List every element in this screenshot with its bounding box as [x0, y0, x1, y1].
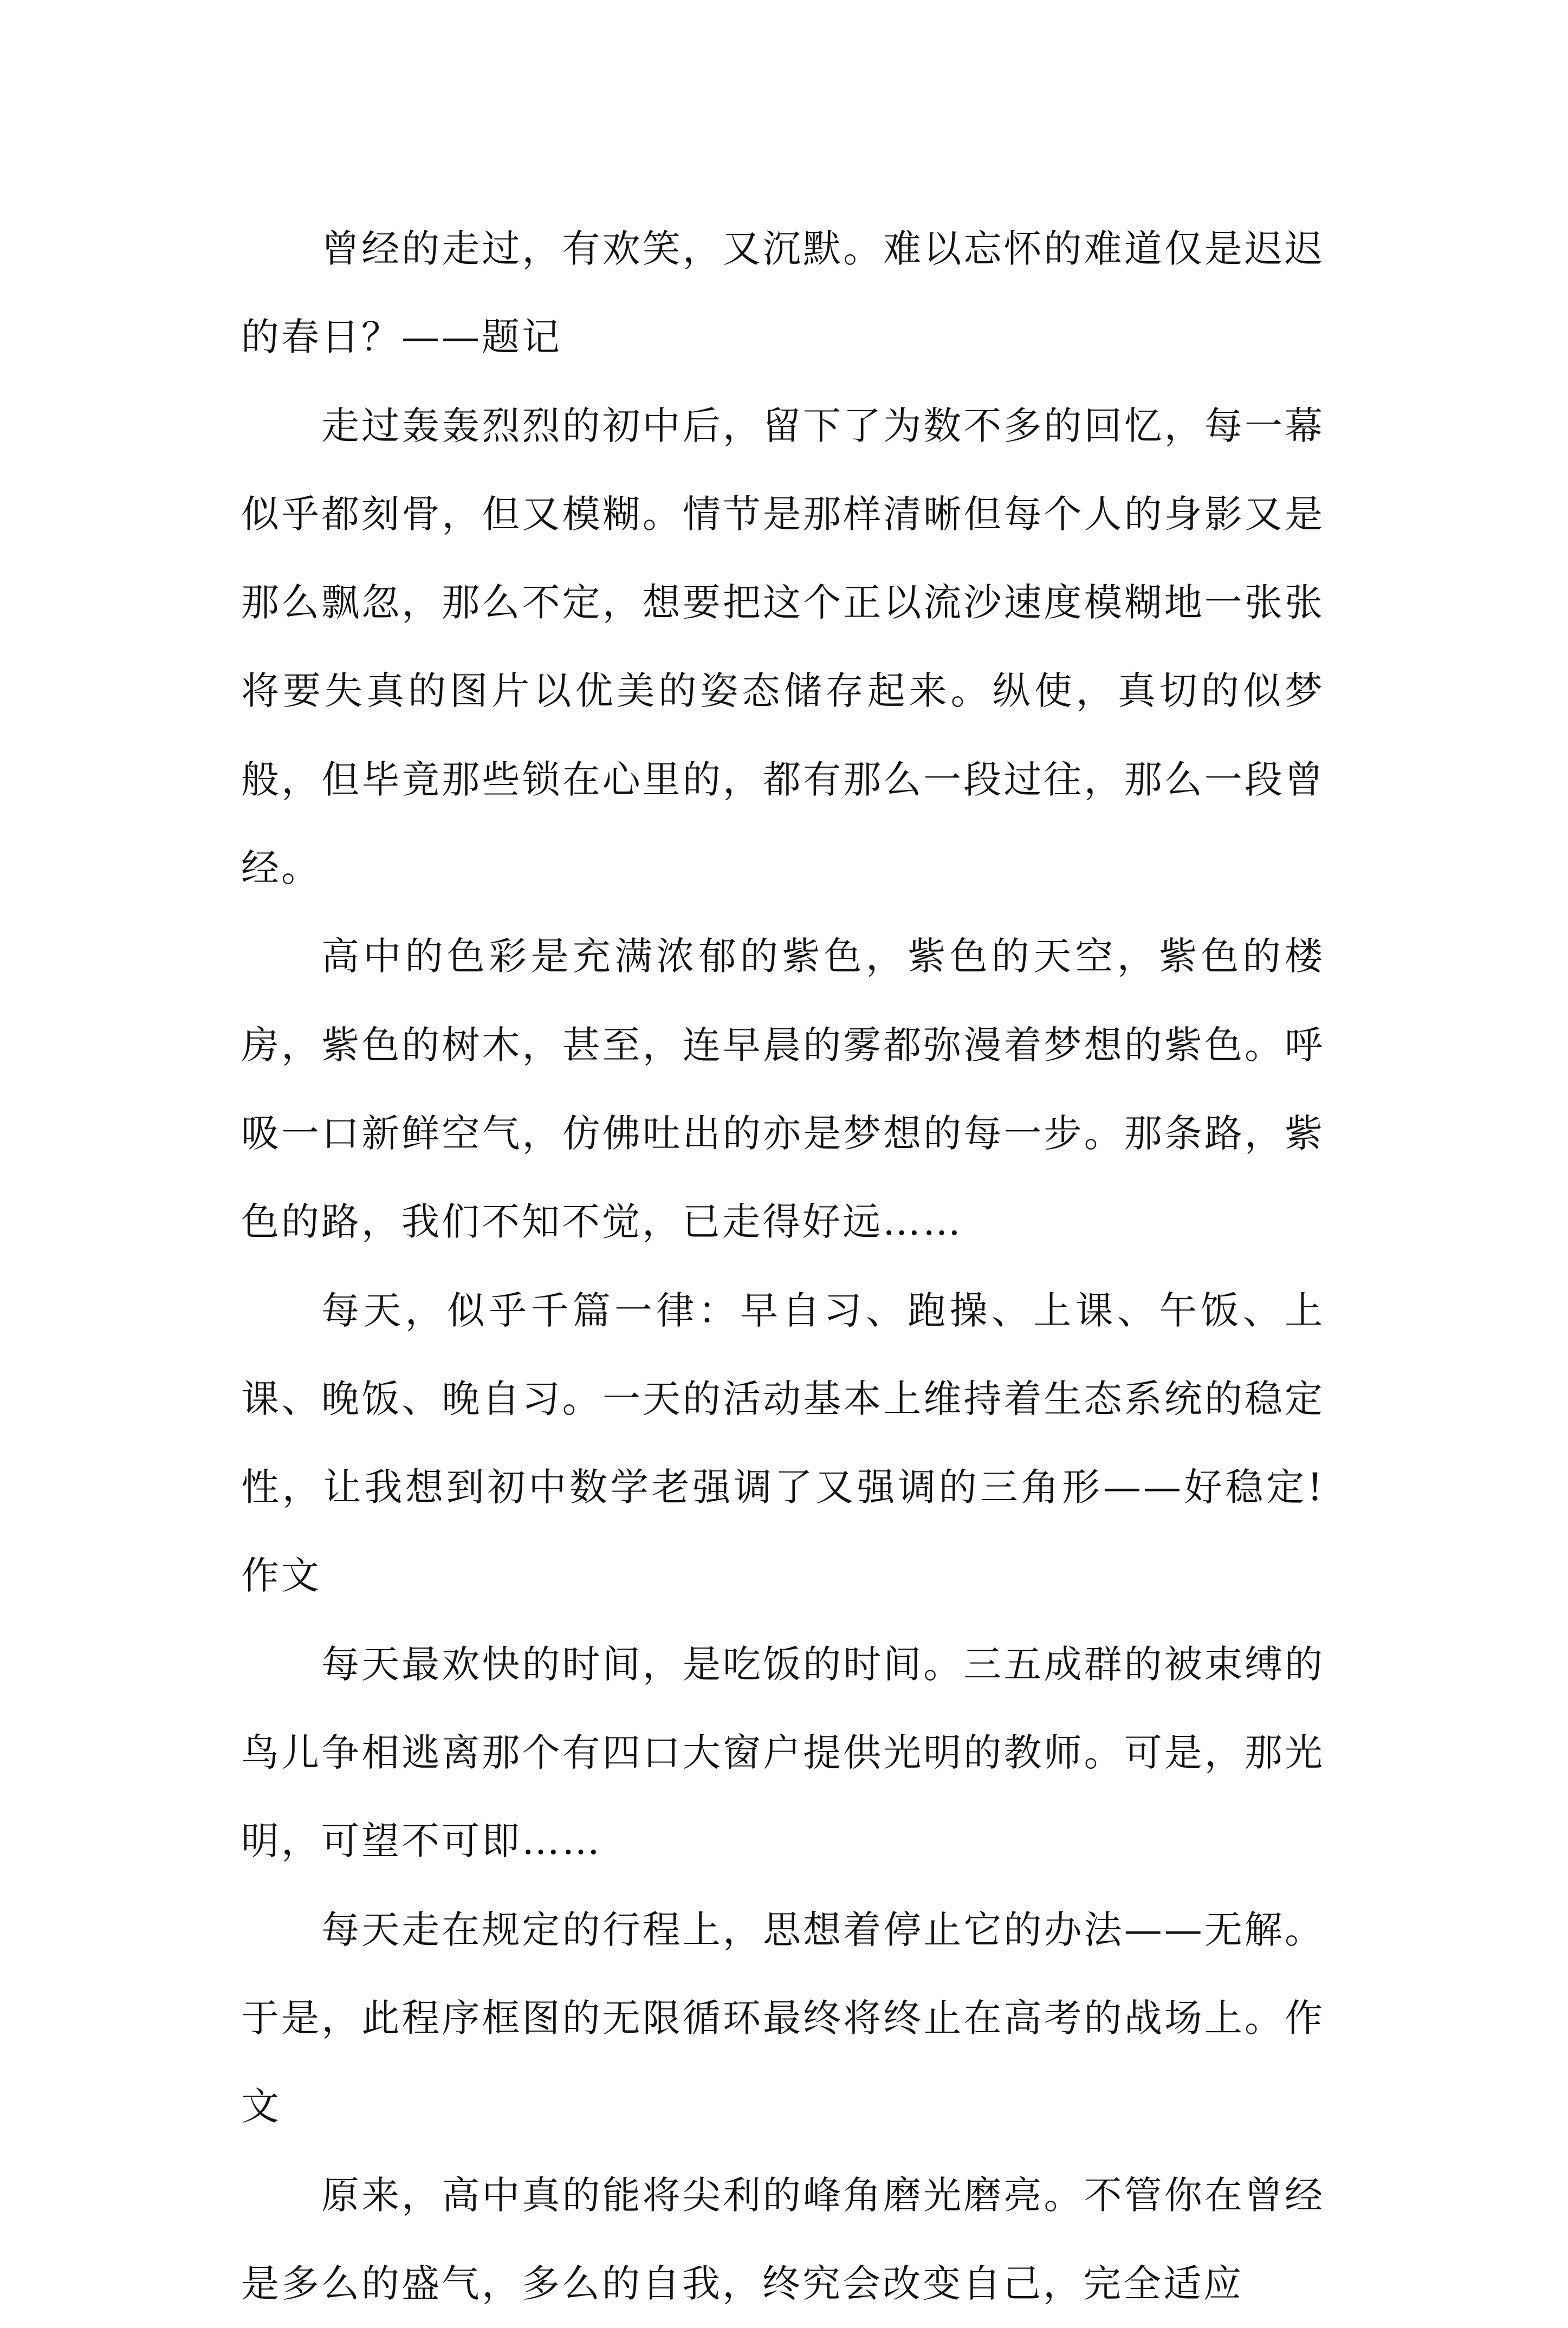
paragraph-sharp-edges: 原来，高中真的能将尖利的峰角磨光磨亮。不管你在曾经是多么的盛气，多么的自我，终究会改变自己，完全适应 [241, 2173, 1325, 2306]
paragraph-daily-routine: 每天，似乎千篇一律：早自习、跑操、上课、午饭、上课、晚饭、晚自习。一天的活动基本上维持着生态系统的稳定性，让我想到初中数学老强调了又强调的三角形——好稳定!作文 [241, 1288, 1325, 1598]
paragraph-endless-loop: 每天走在规定的行程上，思想着停止它的办法——无解。于是，此程序框图的无限循环最终将终止在高考的战场上。作文 [241, 1907, 1325, 2129]
essay-body [241, 205, 1325, 2328]
paragraph-purple-color: 高中的色彩是充满浓郁的紫色，紫色的天空，紫色的楼房，紫色的树木，甚至，连早晨的雾都弥漫着梦想的紫色。呼吸一口新鲜空气，仿佛吐出的亦是梦想的每一步。那条路，紫色的路，我们不知不觉，已走得好远…… [241, 934, 1325, 1244]
paragraph-mealtime: 每天最欢快的时间，是吃饭的时间。三五成群的被束缚的鸟儿争相逃离那个有四口大窗户提供光明的教师。可是，那光明，可望不可即…… [241, 1642, 1325, 1864]
paragraph-epigraph: 曾经的走过，有欢笑，又沉默。难以忘怀的难道仅是迟迟的春日？——题记 [241, 226, 1325, 360]
paragraph-middle-school-memories: 走过轰轰烈烈的初中后，留下了为数不多的回忆，每一幕似乎都刻骨，但又模糊。情节是那样清晰但每个人的身影又是那么飘忽，那么不定，想要把这个正以流沙速度模糊地一张张将要失真的图片以优美的姿态储存起来。纵使，真切的似梦般，但毕竟那些锁在心里的，都有那么一段过往，那么一段曾经。 [241, 403, 1325, 891]
